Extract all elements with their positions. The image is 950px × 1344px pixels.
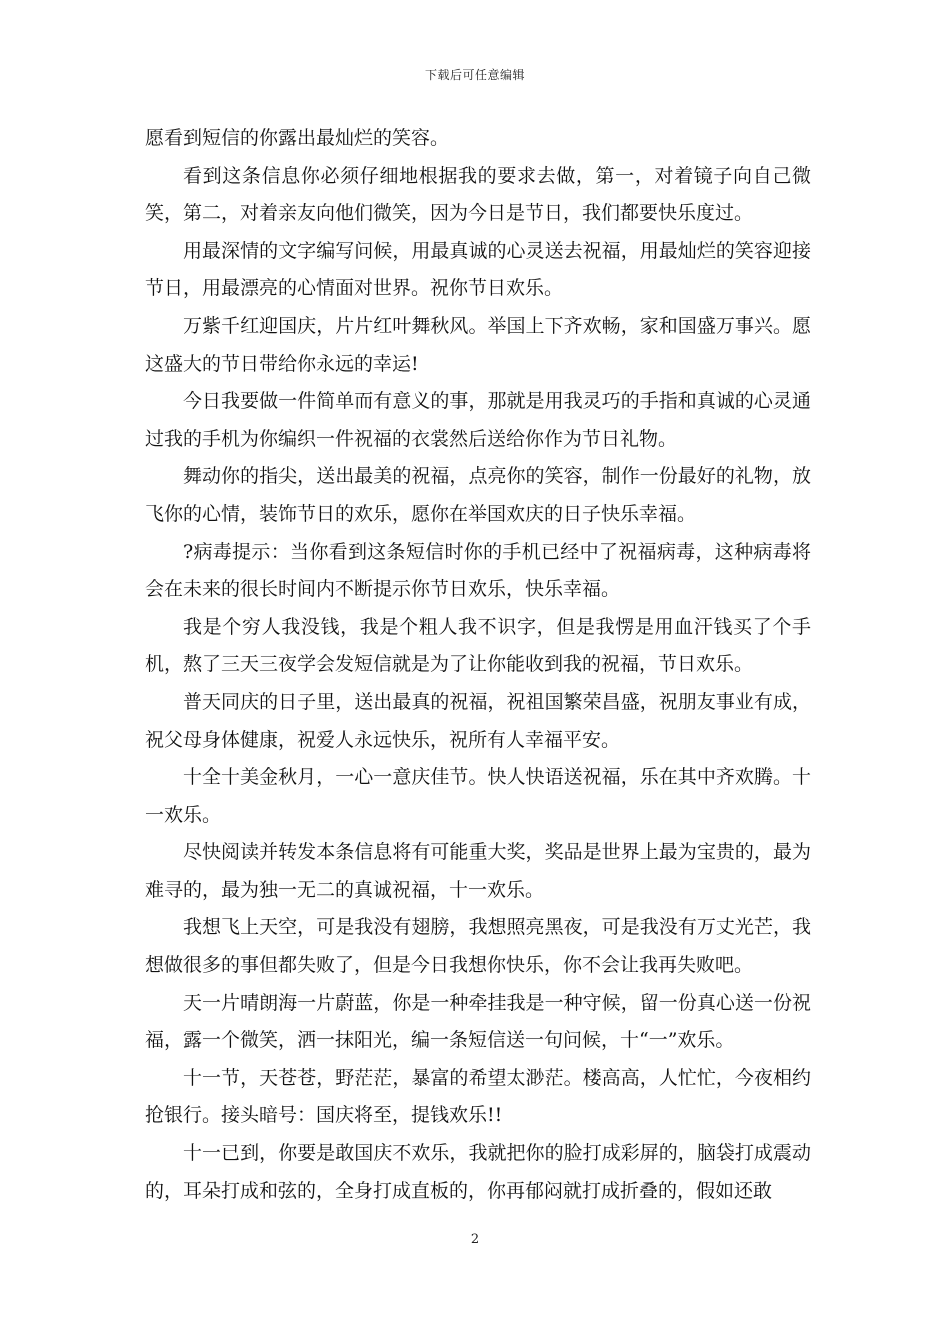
- page-header: 下载后可任意编辑: [424, 68, 525, 82]
- paragraph: 十全十美金秋月，一心一意庆佳节。快人快语送祝福，乐在其中齐欢腾。十一欢乐。: [145, 766, 811, 826]
- paragraph: 尽快阅读并转发本条信息将有可能重大奖，奖品是世界上最为宝贵的，最为难寻的，最为独一无二的真诚祝福，十一欢乐。: [145, 841, 811, 901]
- paragraph: 十一已到，你要是敢国庆不欢乐，我就把你的脸打成彩屏的，脑袋打成震动的，耳朵打成和弦的，全身打成直板的，你再郁闷就打成折叠的，假如还敢: [145, 1142, 811, 1202]
- paragraph: 我是个穷人我没钱，我是个粗人我不识字，但是我愣是用血汗钱买了个手机，熬了三天三夜学会发短信就是为了让你能收到我的祝福，节日欢乐。: [145, 615, 811, 676]
- paragraph: 十一节，天苍苍，野茫茫，暴富的希望太渺茫。楼高高，人忙忙，今夜相约抢银行。接头暗号：国庆将至，提钱欢乐!!: [145, 1066, 811, 1127]
- paragraph: 我想飞上天空，可是我没有翅膀，我想照亮黑夜，可是我没有万丈光芒，我想做很多的事但都失败了，但是今日我想你快乐，你不会让我再失败吧。: [145, 916, 811, 977]
- paragraph: ?病毒提示：当你看到这条短信时你的手机已经中了祝福病毒，这种病毒将会在未来的很长时间内不断提示你节日欢乐，快乐幸福。: [145, 540, 811, 601]
- paragraph: 万紫千红迎国庆，片片红叶舞秋风。举国上下齐欢畅，家和国盛万事兴。愿这盛大的节日带给你永远的幸运!: [145, 314, 811, 375]
- paragraph: 愿看到短信的你露出最灿烂的笑容。: [145, 127, 450, 149]
- paragraph: 看到这条信息你必须仔细地根据我的要求去做，第一，对着镜子向自己微笑，第二，对着亲友向他们微笑，因为今日是节日，我们都要快乐度过。: [145, 164, 811, 225]
- paragraph: 天一片晴朗海一片蔚蓝，你是一种牵挂我是一种守候，留一份真心送一份祝福，露一个微笑，洒一抹阳光，编一条短信送一句问候，十“一”欢乐。: [145, 991, 811, 1052]
- paragraph: 普天同庆的日子里，送出最真的祝福，祝祖国繁荣昌盛，祝朋友事业有成，祝父母身体健康，祝爱人永远快乐，祝所有人幸福平安。: [145, 690, 811, 751]
- paragraph: 今日我要做一件简单而有意义的事，那就是用我灵巧的手指和真诚的心灵通过我的手机为你编织一件祝福的衣裳然后送给你作为节日礼物。: [145, 390, 811, 450]
- document-body: [145, 120, 811, 1210]
- page-number: 2: [470, 1232, 480, 1247]
- paragraph: 舞动你的指尖，送出最美的祝福，点亮你的笑容，制作一份最好的礼物，放飞你的心情，装饰节日的欢乐，愿你在举国欢庆的日子快乐幸福。: [145, 465, 811, 525]
- paragraph: 用最深情的文字编写问候，用最真诚的心灵送去祝福，用最灿烂的笑容迎接节日，用最漂亮的心情面对世界。祝你节日欢乐。: [145, 239, 811, 300]
